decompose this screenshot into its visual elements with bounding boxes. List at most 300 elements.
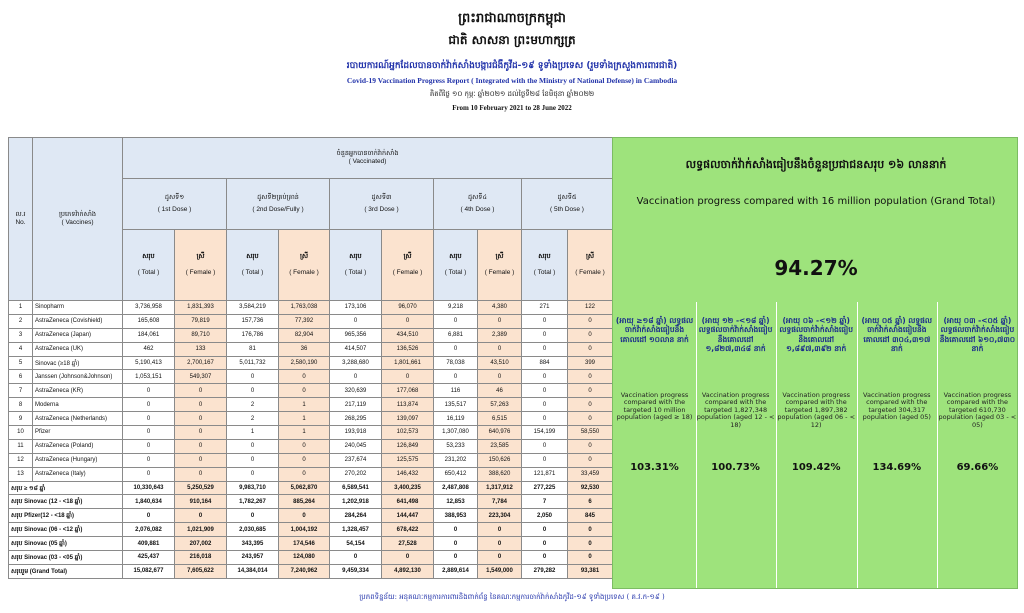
female-cell: 0 [478,537,522,551]
total-subheader: សរុប ( Total ) [522,230,568,301]
female-cell: 0 [279,467,330,481]
female-cell: 1,021,909 [175,523,227,537]
female-cell: 1 [279,426,330,440]
total-cell: 0 [434,314,478,328]
total-cell: 173,106 [330,301,382,315]
female-cell: 92,530 [568,481,613,495]
female-cell: 113,874 [382,398,434,412]
age-group-title-en: Vaccination progress compared with the targeted 304,317 population (aged 05) [862,391,931,422]
female-cell: 0 [568,551,613,565]
female-cell: 399 [568,356,613,370]
total-cell: 388,953 [434,509,478,523]
total-cell: 0 [522,384,568,398]
data-source-footer: ប្រភពទិន្នន័យ: អនុគណៈកម្មការការពារនិងពាក់ព័ន្ធ នៃគណៈកម្មការចាក់វ៉ាក់សាំងកូវីដ-១៩ ទូទាំងប្រទេស ( គ.វ.ក-១៩ ) [359,593,665,601]
vaccine-name: AstraZeneca (UK) [33,342,123,356]
total-cell: 1,053,151 [123,370,175,384]
row-no: 13 [9,467,33,481]
vaccine-name: Moderna [33,398,123,412]
row-no: 12 [9,453,33,467]
female-cell: 77,392 [279,314,330,328]
female-cell: 388,620 [478,467,522,481]
total-cell: 0 [123,412,175,426]
total-cell: 237,674 [330,453,382,467]
female-cell: 910,164 [175,495,227,509]
vaccine-name: AstraZeneca (KR) [33,384,123,398]
total-cell: 0 [123,509,175,523]
total-cell: 2,076,082 [123,523,175,537]
female-cell: 640,976 [478,426,522,440]
total-cell: 78,038 [434,356,478,370]
age-group-title-en: Vaccination progress compared with the targeted 610,730 population (aged 03 - < 05) [938,391,1017,429]
female-cell: 133 [175,342,227,356]
total-cell: 1,202,918 [330,495,382,509]
total-cell: 0 [434,551,478,565]
female-cell: 136,526 [382,342,434,356]
female-cell: 89,710 [175,328,227,342]
total-cell: 0 [522,537,568,551]
total-cell: 5,190,413 [123,356,175,370]
female-cell: 3,400,235 [382,481,434,495]
vaccine-name: AstraZeneca (Netherlands) [33,412,123,426]
female-cell: 5,062,870 [279,481,330,495]
total-subheader: សរុប ( Total ) [123,230,175,301]
female-cell: 5,250,529 [175,481,227,495]
summary-label: សរុប Pfizer(12 - <18 ឆ្នាំ) [9,509,123,523]
female-cell: 122 [568,301,613,315]
total-cell: 0 [330,314,382,328]
total-cell: 193,918 [330,426,382,440]
total-cell: 0 [227,384,279,398]
female-cell: 0 [382,314,434,328]
total-cell: 425,437 [123,551,175,565]
dose-header: ដូសទី១ ( 1st Dose ) [123,179,227,230]
row-no: 4 [9,342,33,356]
report-title-km: របាយការណ៍អ្នកដែលបានចាក់វ៉ាក់សាំងបង្ការជំងឺកូវីដ-១៩ ទូទាំងប្រទេស (រួមទាំងក្រសួងការពារជាតិ) [346,61,678,71]
female-cell: 2,700,167 [175,356,227,370]
female-cell: 43,510 [478,356,522,370]
progress-panel [612,137,1018,589]
table-row [9,356,613,370]
total-cell: 0 [227,439,279,453]
row-no: 1 [9,301,33,315]
female-cell: 1,549,000 [478,564,522,578]
progress-title-en: Vaccination progress compared with 16 million population (Grand Total) [636,196,996,207]
age-group-progress [857,302,936,588]
age-group-title-km: (អាយុ ១២ -<១៨ ឆ្នាំ) លទ្ធផលចាក់វ៉ាក់សាំងធៀបនឹងគោលដៅ ១,៨២៧,៣៤៨ នាក់ [698,316,773,354]
age-group-progress [776,302,855,588]
female-cell: 0 [568,537,613,551]
summary-label: សរុប Sinovac (03 - <05 ឆ្នាំ) [9,551,123,565]
female-cell: 2,580,190 [279,356,330,370]
total-cell: 3,288,680 [330,356,382,370]
female-cell: 0 [175,467,227,481]
female-cell: 144,447 [382,509,434,523]
total-cell: 3,584,219 [227,301,279,315]
female-cell: 174,546 [279,537,330,551]
total-cell: 0 [330,370,382,384]
total-cell: 2 [227,398,279,412]
total-cell: 320,639 [330,384,382,398]
total-cell: 121,871 [522,467,568,481]
total-cell: 0 [434,342,478,356]
dose-header: ដូសទី៣ ( 3rd Dose ) [330,179,434,230]
total-cell: 184,061 [123,328,175,342]
total-cell: 9,459,334 [330,564,382,578]
total-cell: 0 [227,509,279,523]
header-vaccinated: ចំនួនអ្នកបានចាក់វ៉ាក់សាំង ( Vaccinated) [123,138,613,179]
total-cell: 0 [227,467,279,481]
female-cell: 0 [568,342,613,356]
female-cell: 7,605,622 [175,564,227,578]
total-cell: 0 [434,523,478,537]
table-row [9,426,613,440]
total-cell: 650,412 [434,467,478,481]
female-cell: 0 [478,551,522,565]
female-cell: 0 [175,398,227,412]
female-cell: 0 [175,453,227,467]
female-cell: 1,801,661 [382,356,434,370]
female-cell: 0 [382,370,434,384]
table-row [9,453,613,467]
female-cell: 0 [478,314,522,328]
total-subheader: សរុប ( Total ) [227,230,279,301]
total-cell: 279,282 [522,564,568,578]
female-cell: 58,550 [568,426,613,440]
female-cell: 0 [382,551,434,565]
report-date-km: គិតពីថ្ងៃ ១០ កុម្ភៈ ឆ្នាំ២០២១ ដល់ថ្ងៃទី២៨ ខែមិថុនា ឆ្នាំ២០២២ [429,90,595,98]
total-cell: 0 [123,384,175,398]
total-subheader: សរុប ( Total ) [434,230,478,301]
total-cell: 217,119 [330,398,382,412]
summary-row [9,564,613,578]
female-cell: 4,892,130 [382,564,434,578]
total-cell: 0 [522,342,568,356]
row-no: 10 [9,426,33,440]
header-no: ល.រ No. [9,138,33,301]
row-no: 8 [9,398,33,412]
female-subheader: ស្រី ( Female ) [568,230,613,301]
female-cell: 2,389 [478,328,522,342]
row-no: 6 [9,370,33,384]
header-vaccine: ប្រភេទវ៉ាក់សាំង ( Vaccines) [33,138,123,301]
total-cell: 14,384,014 [227,564,279,578]
report-date-en: From 10 February 2021 to 28 June 2022 [452,104,572,112]
row-no: 3 [9,328,33,342]
female-cell: 96,070 [382,301,434,315]
total-cell: 1,307,080 [434,426,478,440]
age-group-percentage: 109.42% [791,462,841,473]
total-cell: 157,736 [227,314,279,328]
table-row [9,314,613,328]
vaccine-name: AstraZeneca (Covishield) [33,314,123,328]
total-cell: 2,889,614 [434,564,478,578]
female-cell: 6 [568,495,613,509]
female-cell: 1 [279,398,330,412]
total-cell: 414,507 [330,342,382,356]
total-cell: 154,199 [522,426,568,440]
age-group-percentage: 134.69% [872,462,922,473]
female-cell: 4,380 [478,301,522,315]
female-cell: 0 [175,439,227,453]
total-cell: 284,264 [330,509,382,523]
age-group-percentage: 100.73% [711,462,760,473]
summary-row [9,537,613,551]
total-cell: 9,218 [434,301,478,315]
total-cell: 5,011,732 [227,356,279,370]
total-cell: 6,589,541 [330,481,382,495]
total-cell: 54,154 [330,537,382,551]
total-cell: 1 [227,426,279,440]
summary-row [9,481,613,495]
table-row [9,370,613,384]
total-cell: 271 [522,301,568,315]
female-subheader: ស្រី ( Female ) [478,230,522,301]
total-cell: 277,225 [522,481,568,495]
total-cell: 10,330,643 [123,481,175,495]
total-cell: 1,840,634 [123,495,175,509]
summary-row [9,495,613,509]
total-subheader: សរុប ( Total ) [330,230,382,301]
summary-label: សរុបរួម (Grand Total) [9,564,123,578]
vaccine-name: Janssen (Johnson&Johnson) [33,370,123,384]
dose-header: ដូសទី៥ ( 5th Dose ) [522,179,613,230]
total-cell: 270,202 [330,467,382,481]
total-cell: 231,202 [434,453,478,467]
female-cell: 0 [279,439,330,453]
female-cell: 57,263 [478,398,522,412]
total-cell: 343,395 [227,537,279,551]
female-cell: 0 [175,412,227,426]
kingdom-heading: ព្រះរាជាណាចក្រកម្ពុជា [458,11,566,26]
total-cell: 240,045 [330,439,382,453]
age-group-title-en: Vaccination progress compared with the targeted 10 million population (aged ≥ 18) [616,391,693,422]
total-cell: 0 [522,551,568,565]
age-group-title-en: Vaccination progress compared with the targeted 1,827,348 population (aged 12 - < 18) [696,391,775,429]
female-cell: 139,097 [382,412,434,426]
female-cell: 146,432 [382,467,434,481]
total-cell: 2,030,685 [227,523,279,537]
female-subheader: ស្រី ( Female ) [279,230,330,301]
total-cell: 9,983,710 [227,481,279,495]
female-cell: 0 [568,314,613,328]
vaccine-name: AstraZeneca (Japan) [33,328,123,342]
total-cell: 53,233 [434,439,478,453]
female-cell: 1,004,192 [279,523,330,537]
female-cell: 36 [279,342,330,356]
vaccine-name: AstraZeneca (Poland) [33,439,123,453]
total-cell: 135,517 [434,398,478,412]
female-cell: 0 [478,342,522,356]
vaccine-name: Sinovac (≥18 ឆ្នាំ) [33,356,123,370]
row-no: 11 [9,439,33,453]
female-cell: 434,510 [382,328,434,342]
total-cell: 81 [227,342,279,356]
total-cell: 0 [434,537,478,551]
female-cell: 1 [279,412,330,426]
total-cell: 0 [522,439,568,453]
table-row [9,439,613,453]
row-no: 5 [9,356,33,370]
total-cell: 0 [522,398,568,412]
dose-header: ដូសទី២គ្រប់គ្រាន់ ( 2nd Dose/Fully ) [227,179,330,230]
summary-row [9,551,613,565]
female-cell: 0 [478,523,522,537]
female-cell: 27,528 [382,537,434,551]
total-cell: 462 [123,342,175,356]
total-cell: 0 [522,453,568,467]
total-cell: 6,881 [434,328,478,342]
female-cell: 885,264 [279,495,330,509]
total-cell: 0 [522,412,568,426]
vaccine-name: Sinopharm [33,301,123,315]
female-cell: 0 [279,370,330,384]
female-cell: 1,317,912 [478,481,522,495]
table-row [9,342,613,356]
female-cell: 678,422 [382,523,434,537]
female-cell: 0 [279,453,330,467]
female-cell: 124,080 [279,551,330,565]
female-cell: 102,573 [382,426,434,440]
dose-header: ដូសទី៤ ( 4th Dose ) [434,179,522,230]
female-subheader: ស្រី ( Female ) [175,230,227,301]
total-cell: 3,736,958 [123,301,175,315]
table-row [9,412,613,426]
age-group-progress [615,302,694,588]
female-cell: 93,381 [568,564,613,578]
table-row [9,467,613,481]
age-group-title-km: (អាយុ ≥១៨ ឆ្នាំ) លទ្ធផលចាក់វ៉ាក់សាំងធៀបនឹងគោលដៅ ១០លាន នាក់ [615,316,694,344]
female-cell: 7,784 [478,495,522,509]
total-cell: 0 [123,467,175,481]
female-cell: 23,585 [478,439,522,453]
total-cell: 0 [330,551,382,565]
row-no: 9 [9,412,33,426]
total-cell: 12,853 [434,495,478,509]
progress-title-km: លទ្ធផលចាក់វ៉ាក់សាំងធៀបនឹងចំនួនប្រជាជនសរុប ១៦ លាននាក់ [685,158,947,171]
summary-label: សរុប ≥ ១៨ ឆ្នាំ [9,481,123,495]
female-cell: 0 [175,509,227,523]
female-cell: 125,575 [382,453,434,467]
table-row [9,301,613,315]
total-cell: 0 [522,328,568,342]
female-cell: 207,002 [175,537,227,551]
female-cell: 33,459 [568,467,613,481]
female-cell: 641,498 [382,495,434,509]
motto-heading: ជាតិ សាសនា ព្រះមហាក្សត្រ [448,33,576,47]
summary-label: សរុប Sinovac (12 - <18 ឆ្នាំ) [9,495,123,509]
total-cell: 2,050 [522,509,568,523]
total-cell: 116 [434,384,478,398]
female-cell: 0 [175,384,227,398]
female-cell: 6,515 [478,412,522,426]
vaccine-name: Pfizer [33,426,123,440]
total-cell: 0 [123,453,175,467]
age-group-progress [696,302,775,588]
summary-row [9,509,613,523]
total-cell: 176,786 [227,328,279,342]
summary-label: សរុប Sinovac (05 ឆ្នាំ) [9,537,123,551]
age-group-title-km: (អាយុ ០៣ -<០៥ ឆ្នាំ) លទ្ធផលចាក់វ៉ាក់សាំងធៀបនឹងគោលដៅ ៦១០,៧៣០ នាក់ [939,316,1016,354]
table-row [9,384,613,398]
row-no: 7 [9,384,33,398]
total-cell: 0 [123,439,175,453]
age-group-percentage: 103.31% [630,462,679,473]
total-cell: 0 [522,523,568,537]
total-cell: 165,608 [123,314,175,328]
female-cell: 0 [568,453,613,467]
female-cell: 0 [279,509,330,523]
total-cell: 2 [227,412,279,426]
total-cell: 1,328,457 [330,523,382,537]
table-row [9,328,613,342]
total-cell: 0 [522,314,568,328]
total-cell: 0 [434,370,478,384]
female-cell: 150,626 [478,453,522,467]
summary-label: សរុប Sinovac (06 - <12 ឆ្នាំ) [9,523,123,537]
female-cell: 223,304 [478,509,522,523]
age-group-progress [937,302,1016,588]
female-cell: 0 [279,384,330,398]
total-cell: 965,356 [330,328,382,342]
female-cell: 216,018 [175,551,227,565]
female-cell: 0 [568,439,613,453]
female-cell: 7,240,962 [279,564,330,578]
total-cell: 7 [522,495,568,509]
female-subheader: ស្រី ( Female ) [382,230,434,301]
vaccine-name: AstraZeneca (Hungary) [33,453,123,467]
female-cell: 0 [568,384,613,398]
total-cell: 243,957 [227,551,279,565]
total-cell: 884 [522,356,568,370]
total-cell: 15,082,677 [123,564,175,578]
age-group-title-km: (អាយុ ០៦ -<១២ ឆ្នាំ) លទ្ធផលចាក់វ៉ាក់សាំងធៀបនឹងគោលដៅ ១,៨៩៧,៣៩២ នាក់ [779,316,854,354]
age-group-title-en: Vaccination progress compared with the targeted 1,897,382 population (aged 06 - < 12) [777,391,856,429]
female-cell: 177,068 [382,384,434,398]
female-cell: 0 [568,412,613,426]
vaccination-table [8,137,613,579]
female-cell: 1,831,393 [175,301,227,315]
female-cell: 82,904 [279,328,330,342]
total-cell: 268,295 [330,412,382,426]
total-cell: 409,881 [123,537,175,551]
total-cell: 0 [227,453,279,467]
total-cell: 2,487,808 [434,481,478,495]
report-title-en: Covid-19 Vaccination Progress Report ( Integrated with the Ministry of National Defense) in Cambodia [346,76,678,85]
total-cell: 0 [123,398,175,412]
female-cell: 0 [568,398,613,412]
age-group-title-km: (អាយុ ០៥ ឆ្នាំ) លទ្ធផលចាក់វ៉ាក់សាំងធៀបនឹងគោលដៅ ៣០៤,៣១៧ នាក់ [861,316,933,354]
vaccine-name: AstraZeneca (Italy) [33,467,123,481]
female-cell: 0 [568,523,613,537]
total-cell: 1,782,267 [227,495,279,509]
female-cell: 1,763,038 [279,301,330,315]
female-cell: 0 [478,370,522,384]
age-group-percentage: 69.66% [956,462,999,473]
total-cell: 0 [123,426,175,440]
total-cell: 0 [227,370,279,384]
row-no: 2 [9,314,33,328]
female-cell: 0 [175,426,227,440]
female-cell: 0 [568,328,613,342]
total-cell: 0 [522,370,568,384]
total-cell: 16,119 [434,412,478,426]
female-cell: 79,819 [175,314,227,328]
female-cell: 0 [568,370,613,384]
summary-row [9,523,613,537]
female-cell: 845 [568,509,613,523]
female-cell: 126,849 [382,439,434,453]
female-cell: 549,307 [175,370,227,384]
